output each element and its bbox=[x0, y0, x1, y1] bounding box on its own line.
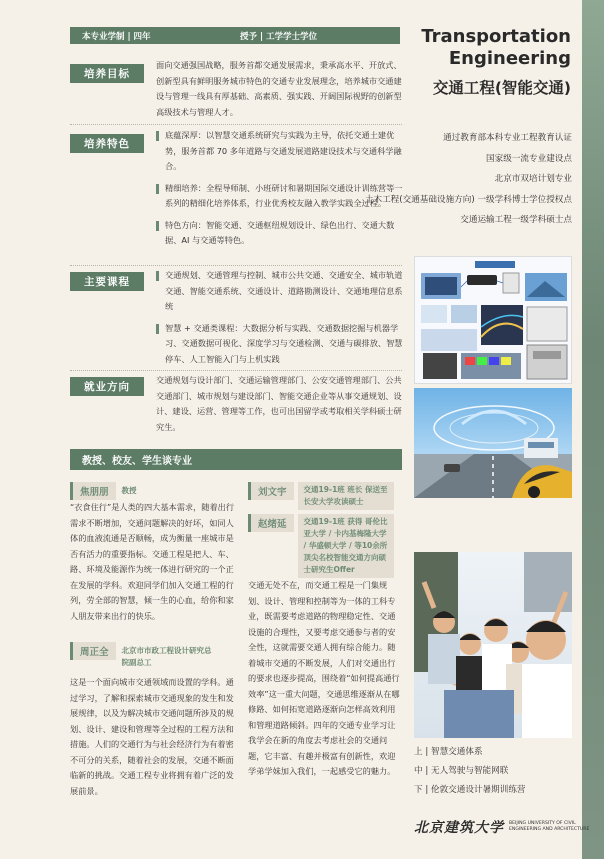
title-english-line2: Engineering bbox=[448, 48, 571, 69]
caption-bottom: 下 | 伦敦交通设计暑期训练营 bbox=[414, 785, 526, 795]
caption-position: 中 bbox=[414, 766, 423, 776]
decorative-side-band bbox=[582, 0, 604, 859]
person-role: 交通19-1班 班长 保送至长安大学攻读硕士 bbox=[298, 482, 394, 510]
person-zhao bbox=[248, 514, 402, 578]
program-info-bar bbox=[70, 27, 400, 44]
section-body-careers bbox=[156, 373, 404, 435]
person-liu bbox=[248, 482, 402, 510]
logo-english-line: BEIJING UNIVERSITY OF CIVIL bbox=[509, 821, 576, 826]
divider bbox=[70, 265, 402, 266]
image-captions bbox=[414, 743, 526, 800]
caption-text: 伦敦交通设计暑期训练营 bbox=[430, 785, 526, 795]
autonomous-driving-image bbox=[414, 388, 572, 498]
caption-middle: 中 | 无人驾驶与智能网联 bbox=[414, 766, 509, 776]
honors-list bbox=[352, 132, 572, 227]
section-label-courses: 主要课程 bbox=[70, 272, 144, 291]
duration-text: 本专业学制 | 四年 bbox=[82, 31, 151, 42]
university-logo bbox=[414, 817, 589, 837]
divider bbox=[70, 370, 402, 371]
person-role: 北京市市政工程设计研究总院副总工 bbox=[121, 646, 212, 667]
logo-english-name bbox=[509, 821, 589, 833]
honor-item: 通过教育部本科专业工程教育认证 bbox=[443, 133, 572, 143]
caption-position: 上 bbox=[414, 747, 423, 757]
logo-chinese-name: 北京建筑大学 bbox=[414, 820, 504, 836]
person-role: 教授 bbox=[121, 486, 137, 495]
caption-position: 下 bbox=[414, 785, 423, 795]
section-label-goals: 培养目标 bbox=[70, 64, 144, 83]
person-name: 刘文宇 bbox=[248, 482, 294, 500]
section-label-features: 培养特色 bbox=[70, 134, 144, 153]
person-quote: 交通无处不在，而交通工程是一门集规划、设计、管理和控制等为一体的工科专业，既需要考虑道路的物理稳定性、交通设施的合理性，又要考虑交通参与者的安全性，这就需要交通人拥有综合能力。随着城市交通的不断发展，人们对交通出行的要求也逐步提高，围绕着“如何提高通行效率”这一重大问题，交通思维逐渐从在哪修路、如何拓宽道路逐渐向怎样高效利用和管理道路倾斜。四年的交通专业学习让我学会在新的角度去考虑社会的交通问题，它丰富、有趣并极富有创新性，欢迎学弟学妹加入我们，一起感受它的魅力。 bbox=[248, 580, 400, 776]
paragraph: 精细培养：全程导师制、小班研讨和暑期国际交通设计训练营等一系列的精细化培养体系，行业优秀校友融入教学实践全过程。 bbox=[156, 181, 404, 212]
honor-item: 交通运输工程一级学科硕士点 bbox=[460, 215, 572, 225]
paragraph: 交通规划与设计部门、交通运输管理部门、公安交通管理部门、公共交通部门、城市规划与建设部门、智能交通企业等从事交通规划、设计、建设、运营、管理等工作，也可出国留学或考取相关学科硕士研究生。 bbox=[156, 375, 402, 432]
title-english-line1: Transportation bbox=[421, 26, 571, 47]
paragraph: 交通规划、交通管理与控制、城市公共交通、交通安全、城市轨道交通、智能交通系统、交通设计、道路勘测设计、交通地理信息系统 bbox=[156, 268, 404, 315]
summer-camp-group-photo bbox=[414, 552, 572, 738]
title-chinese: 交通工程(智能交通) bbox=[432, 79, 571, 97]
section-body-goals bbox=[156, 58, 404, 120]
person-zhou bbox=[70, 642, 240, 669]
honor-item: 国家级一流专业建设点 bbox=[486, 153, 572, 164]
section-label-careers: 就业方向 bbox=[70, 377, 144, 396]
degree-text: 授予 | 工学学士学位 bbox=[240, 31, 318, 42]
person-jiao bbox=[70, 482, 137, 500]
logo-english-line: ENGINEERING AND ARCHITECTURE bbox=[509, 827, 590, 832]
caption-text: 智慧交通体系 bbox=[430, 747, 483, 757]
paragraph: 智慧 + 交通类课程：大数据分析与实践、交通数据挖掘与机器学习、交通数据可视化、深度学习与交通检测、交通与碳排放、智慧停车、人工智能入门与上机实践 bbox=[156, 321, 404, 368]
honor-item: 北京市双培计划专业 bbox=[494, 174, 572, 184]
paragraph: 面向交通强国战略，服务首都交通发展需求，秉承高水平、开放式、创新型具有鲜明服务城市特色的交通专业发展理念，培养城市交通建设与管理一线具有厚基础、高素质、强实践、开阔国际视野的创新型高级技术与管理人才。 bbox=[156, 60, 402, 117]
section-body-courses bbox=[156, 268, 404, 367]
person-name: 焦朋朋 bbox=[70, 482, 116, 500]
honor-item: 土木工程(交通基础设施方向) 一级学科博士学位授权点 bbox=[364, 194, 572, 205]
paragraph: 底蕴深厚：以智慧交通系统研究与实践为主导，依托交通土建优势，服务首都 70 多年道路与交通发展道路建设技术与交通科学融合。 bbox=[156, 128, 404, 175]
caption-top: 上 | 智慧交通体系 bbox=[414, 747, 483, 757]
smart-transport-diagram-image bbox=[414, 256, 572, 384]
qa-section-header: 教授、校友、学生谈专业 bbox=[70, 449, 402, 470]
person-quote: “衣食住行”是人类的四大基本需求，随着出行需求不断增加，交通问题解决的好坏，如同人体的血液流通是否顺畅，成为衡量一座城市是否有活力的重要指标。交通工程是把人、车、路、环境及能源作为统一体进行研究的一个正在发展的学科。欢迎同学们加入交通工程的行列，劳全部的智慧，倾一生的心血，给你和家人朋友带来出行的快乐。 bbox=[70, 502, 235, 621]
person-name: 赵绪延 bbox=[248, 514, 294, 532]
caption-text: 无人驾驶与智能网联 bbox=[430, 766, 509, 776]
person-role: 交通19-1班 获得 哥伦比亚大学 / 卡内基梅隆大学 / 华盛顿大学 / 等10余所顶尖名校智能交通方向硕士研究生Offer bbox=[298, 514, 394, 578]
paragraph: 特色方向：智能交通、交通枢纽规划设计、绿色出行、交通大数据、AI 与交通等特色。 bbox=[156, 218, 404, 249]
person-name: 周正全 bbox=[70, 642, 116, 660]
person-quote: 这是一个面向城市交通领域而设置的学科。通过学习，了解和探索城市交通现象的发生和发展规律，以及为解决城市交通问题所涉及的规划、设计、建设和管理等全过程的工程方法和措施。人们的交通行为与社会经济行为有着密不可分的关系，随着社会的发展，交通不断面临新的挑战。交通工程专业将拥有着广泛的发展前景。 bbox=[70, 677, 234, 796]
divider bbox=[70, 124, 402, 125]
